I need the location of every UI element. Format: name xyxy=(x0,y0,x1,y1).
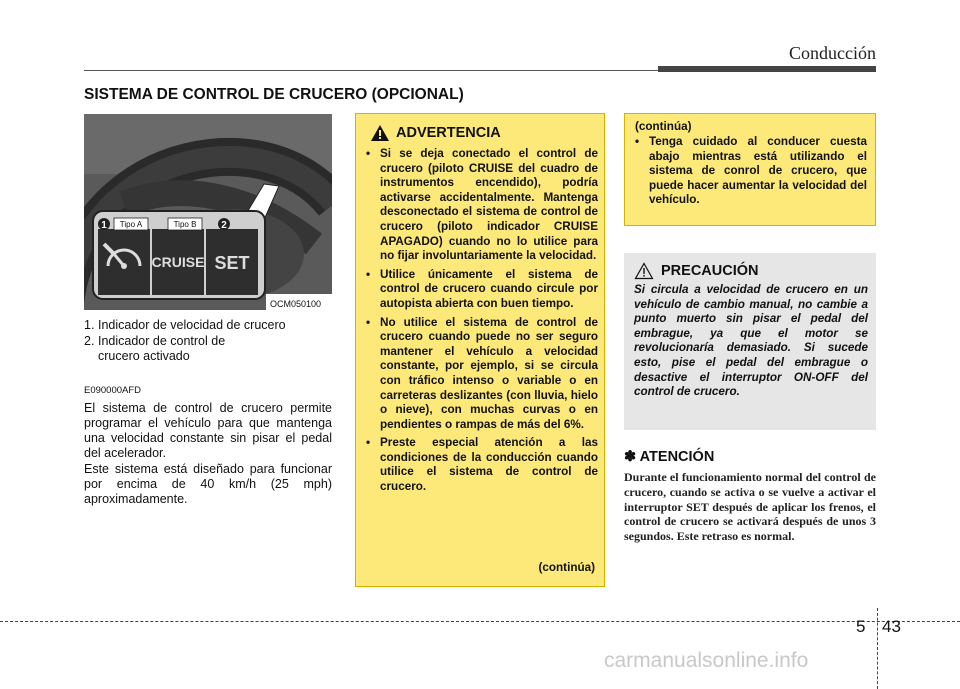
continued-item: • Tenga cuidado al conducer cuesta abajo mientras está utilizando el sistema de conrol de crucero, que puede hacer aumentar la velocidad del vehículo. xyxy=(635,135,867,207)
precaution-text: Si circula a velocidad de crucero en un vehículo de cambio manual, no cambie a punto muerto sin pisar el pedal del embrague, ya que el motor se revolucionaría demasiado. Si sucede esto, pise el pedal del embrague o desactive el interruptor ON-OFF del control de crucero. xyxy=(634,283,868,399)
warning-triangle-icon xyxy=(370,124,390,142)
document-code: E090000AFD xyxy=(84,385,142,396)
header-rule xyxy=(84,70,658,71)
warning-continued-box xyxy=(624,113,876,226)
warning-title: ADVERTENCIA xyxy=(396,125,501,141)
marker-1: 1 xyxy=(101,220,107,231)
set-button-label: SET xyxy=(214,253,250,273)
warning-item: • Utilice únicamente el sistema de control de crucero cuando circule por autopista abierta con buen tiempo. xyxy=(366,267,598,310)
cruise-button-label: CRUISE xyxy=(151,254,205,270)
warning-box xyxy=(355,113,605,587)
footer-rule xyxy=(0,621,960,622)
continued-head: (continúa) xyxy=(635,120,692,133)
warning-continues: (continúa) xyxy=(538,561,595,574)
tipo-b-label: Tipo B xyxy=(173,220,197,229)
chapter-number: 5 xyxy=(856,617,866,636)
warning-item: • No utilice el sistema de control de crucero cuando puede no ser seguro mantener el vehículo a velocidad constante, por ejemplo, si se circula con tráfico intenso o variable o en carreteras deslizantes (con lluvia, hielo o nieve), con muchas curvas o en pendientes o rampas de más del 6%. xyxy=(366,315,598,431)
body-paragraph: Este sistema está diseñado para funcionar por encima de 40 km/h (25 mph) aproximadamente. xyxy=(84,462,332,506)
page-number: 43 xyxy=(882,617,901,636)
warning-item: • Preste especial atención a las condiciones de la conducción cuando utilice el sistema de control de crucero. xyxy=(366,436,598,494)
caption-item: 2. Indicador de control de crucero activado xyxy=(84,334,226,363)
figure-captions xyxy=(84,318,332,364)
warning-list xyxy=(366,147,598,495)
steering-wheel-figure xyxy=(84,114,332,310)
attention-text: Durante el funcionamiento normal del control de crucero, cuando se activa o se vuelve a activar el interruptor SET después de aplicar los frenos, el control de crucero se activará después de unos 3 segundos. Este retraso es normal. xyxy=(624,470,876,544)
marker-2: 2 xyxy=(221,220,227,231)
page-title: SISTEMA DE CONTROL DE CRUCERO (OPCIONAL) xyxy=(84,86,464,103)
caption-item: 1. Indicador de velocidad de crucero xyxy=(84,318,286,332)
section-header: Conducción xyxy=(789,43,876,63)
warning-item: • Si se deja conectado el control de crucero (piloto CRUISE del cuadro de instrumentos encendido), podría activarse accidentalmente. Mantenga desconectado el sistema de control de crucero (piloto indicador CRUISE APAGADO) cuando no lo utilice para no fijar involuntariamente la velocidad. xyxy=(366,147,598,263)
figure-code: OCM050100 xyxy=(270,299,322,309)
page-number-separator xyxy=(877,608,878,689)
attention-title: ✽ ATENCIÓN xyxy=(624,449,715,465)
body-paragraph: El sistema de control de crucero permite programar el vehículo para que mantenga una velocidad constante sin pisar el pedal del acelerador. xyxy=(84,401,332,460)
watermark: carmanualsonline.info xyxy=(604,649,809,672)
tipo-a-label: Tipo A xyxy=(119,220,143,229)
header-rule-bar xyxy=(658,66,876,72)
caution-triangle-icon xyxy=(634,262,654,280)
precaution-box xyxy=(624,253,876,430)
precaution-title: PRECAUCIÓN xyxy=(661,263,759,279)
